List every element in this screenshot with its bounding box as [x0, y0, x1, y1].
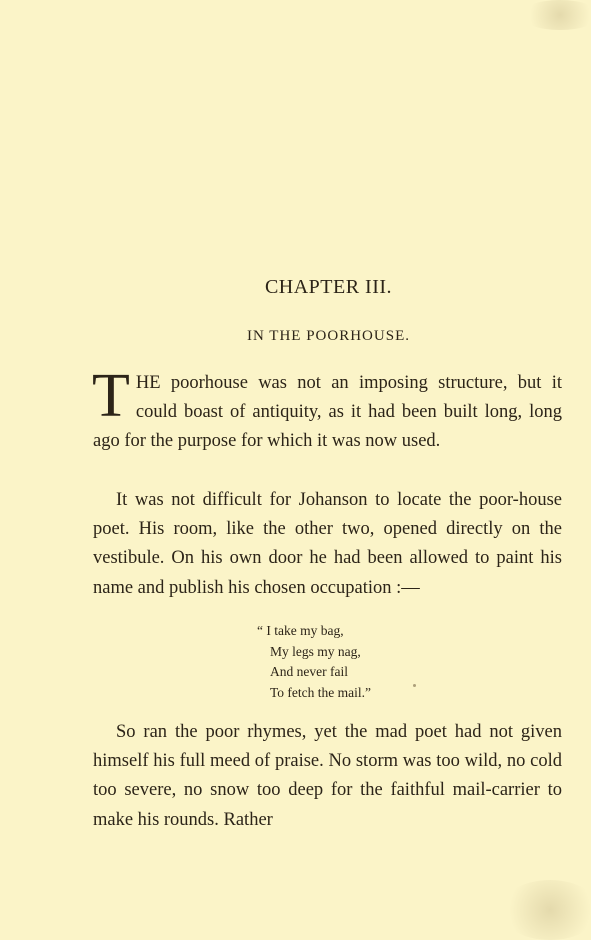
verse-line-3: And never fail [270, 664, 348, 679]
paragraph-3: So ran the poor rhymes, yet the mad poet had not given himself his full meed of praise. No storm was too wild, no cold too severe, no snow too deep for the faithful mail-carrier to make his rounds. Rather [93, 722, 562, 830]
ink-speck [413, 684, 416, 687]
chapter-subtitle: IN THE POORHOUSE. [247, 328, 410, 344]
verse-line-4: To fetch the mail.” [270, 684, 372, 700]
paragraph-1 [92, 362, 562, 457]
paragraph-2: It was not difficult for Johanson to locate the poor-house poet. His room, like the other two, opened directly on the vestibule. On his own door he had been allowed to paint his name and publish his chosen occupation :— [93, 490, 562, 598]
page-foxing-top-right [520, 0, 591, 30]
page-foxing-bottom-right [500, 880, 591, 940]
verse-line-1: “ I take my bag, [257, 623, 344, 638]
chapter-heading: CHAPTER III. [264, 276, 393, 298]
paragraph-1-text: HE poorhouse was not an imposing structure, but it could boast of antiquity, as it had been built long, long ago for the purpose for which it was now used. [93, 373, 562, 452]
verse-block [257, 621, 371, 703]
verse-line-2: My legs my nag, [270, 643, 361, 659]
drop-cap: T [92, 362, 130, 430]
